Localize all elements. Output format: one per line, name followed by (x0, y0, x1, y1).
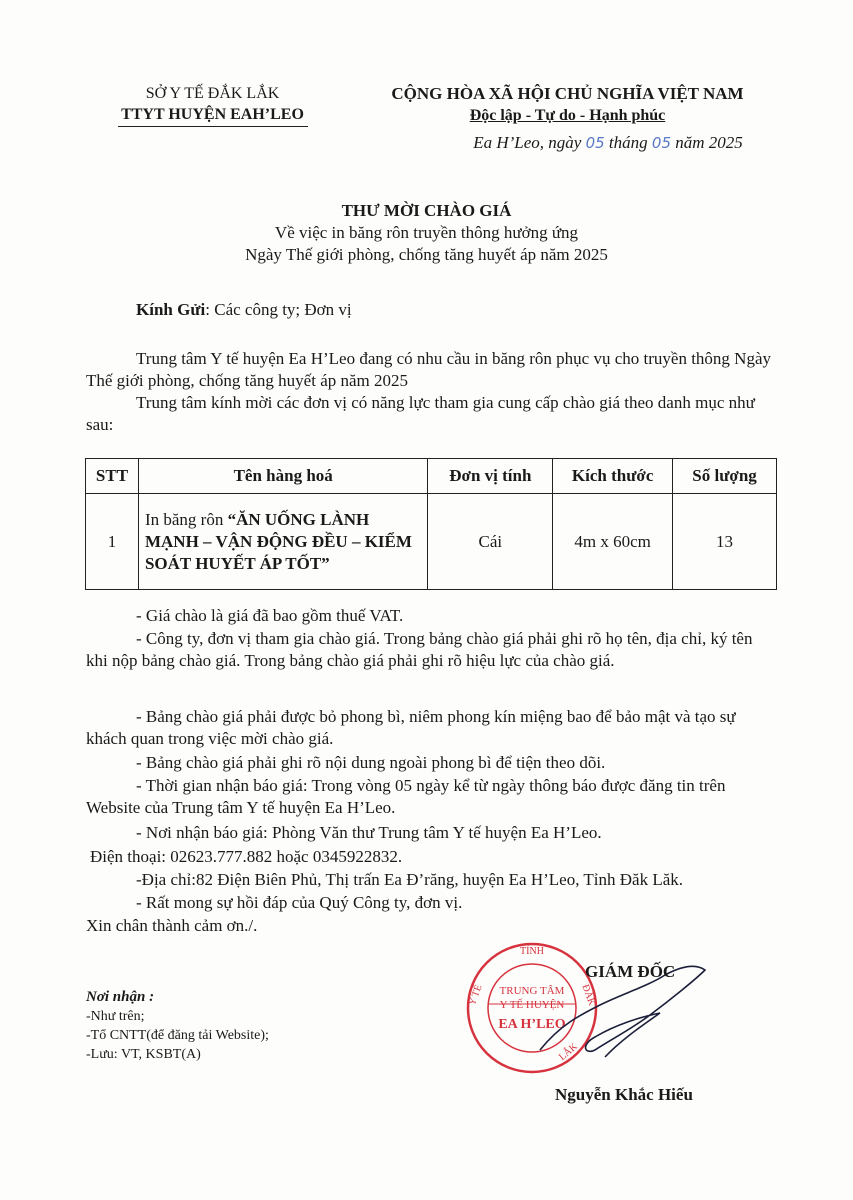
stamp-line-3: EA H’LEO (498, 1017, 566, 1032)
cell-size: 4m x 60cm (553, 494, 673, 590)
term-vat: - Giá chào là giá đã bao gồm thuế VAT. (136, 606, 404, 625)
stamp-line-2: Y TẾ HUYỆN (499, 999, 565, 1011)
header-quantity: Số lượng (673, 459, 777, 494)
date-line: Ea H’Leo, ngày 05 tháng 05 năm 2025 (473, 133, 743, 152)
header-unit: Đơn vị tính (428, 459, 553, 494)
org-header (80, 83, 345, 127)
term-response: - Rất mong sự hồi đáp của Quý Công ty, đơn vị. (136, 893, 463, 912)
term-phone: Điện thoại: 02623.777.882 hoặc 0345922832. (90, 847, 403, 866)
recipients-block (86, 988, 269, 1064)
national-header (355, 83, 780, 127)
table-header-row (86, 459, 777, 494)
org-underline (118, 126, 308, 127)
document-title: THƯ MỜI CHÀO GIÁ (341, 201, 512, 220)
table-row (86, 494, 777, 590)
goods-table (85, 458, 777, 590)
term-envelope-content: - Bảng chào giá phải ghi rõ nội dung ngoài phong bì để tiện theo dõi. (136, 753, 606, 772)
stamp-ring-bottom: LẮK (556, 1041, 580, 1063)
recipient-item: -Tổ CNTT(để đăng tải Website); (86, 1028, 269, 1043)
cell-stt: 1 (86, 494, 139, 590)
header-size: Kích thước (553, 459, 673, 494)
signer-role: GIÁM ĐỐC (585, 962, 676, 981)
cell-quantity: 13 (673, 494, 777, 590)
org-name: TTYT HUYỆN EAH’LEO (121, 106, 304, 123)
country-name: CỘNG HÒA XÃ HỘI CHỦ NGHĨA VIỆT NAM (391, 84, 744, 103)
stamp-line-1: TRUNG TÂM (499, 985, 565, 997)
stamp-ring-left: Y TẾ (466, 983, 485, 1008)
header-stt: STT (86, 459, 139, 494)
document-subtitle-2: Ngày Thế giới phòng, chống tăng huyết áp năm 2025 (245, 245, 608, 264)
cell-item-name: In băng rôn “ĂN UỐNG LÀNH MẠNH – VẬN ĐỘNG ĐỀU – KIỂM SOÁT HUYẾT ÁP TỐT” (138, 494, 427, 590)
intro-paragraph-1: Trung tâm Y tế huyện Ea H’Leo đang có nhu cầu in băng rôn phục vụ cho truyền thông Ngày Thế giới phòng, chống tăng huyết áp năm 2025 (86, 349, 771, 390)
closing-thanks: Xin chân thành cảm ơn./. (86, 916, 258, 935)
term-address: -Địa chỉ:82 Điện Biên Phủ, Thị trấn Ea Đ’răng, huyện Ea H’Leo, Tỉnh Đăk Lăk. (136, 870, 684, 889)
intro-paragraph-2: Trung tâm kính mời các đơn vị có năng lực tham gia cung cấp chào giá theo danh mục như sau: (86, 393, 755, 434)
term-participation: - Công ty, đơn vị tham gia chào giá. Trong bảng chào giá phải ghi rõ họ tên, địa chỉ, ký tên khi nộp bảng chào giá. Trong bảng chào giá phải ghi rõ hiệu lực của chào giá. (86, 629, 753, 670)
stamp-ring-top: TỈNH (520, 946, 544, 957)
recipients-title: Nơi nhận : (86, 989, 155, 1005)
stamp-ring-right: ĐẮK (579, 983, 598, 1008)
term-envelope: - Bảng chào giá phải được bỏ phong bì, niêm phong kín miệng bao để bảo mật và tạo sự khách quan trong việc mời chào giá. (86, 707, 736, 748)
recipient-label: Kính Gửi (136, 300, 206, 319)
signer-name: Nguyễn Khắc Hiếu (555, 1085, 693, 1104)
recipient-line (136, 300, 352, 320)
header-item-name: Tên hàng hoá (138, 459, 427, 494)
date-day: 05 (585, 134, 605, 152)
term-place: - Nơi nhận báo giá: Phòng Văn thư Trung tâm Y tế huyện Ea H’Leo. (136, 823, 602, 842)
motto: Độc lập - Tự do - Hạnh phúc (469, 107, 666, 124)
recipient-value: : Các công ty; Đơn vị (205, 300, 352, 319)
date-month: 05 (651, 134, 671, 152)
document-title-block (0, 200, 853, 266)
cell-unit: Cái (428, 494, 553, 590)
org-parent: SỞ Y TẾ ĐẮK LẮK (145, 85, 280, 102)
recipient-item: -Lưu: VT, KSBT(A) (86, 1047, 201, 1062)
document-subtitle-1: Về việc in băng rôn truyền thông hưởng ứng (274, 223, 579, 242)
term-time: - Thời gian nhận báo giá: Trong vòng 05 ngày kể từ ngày thông báo được đăng tin trên Website của Trung tâm Y tế huyện Ea H’Leo. (86, 776, 726, 817)
recipient-item: -Như trên; (86, 1009, 145, 1024)
